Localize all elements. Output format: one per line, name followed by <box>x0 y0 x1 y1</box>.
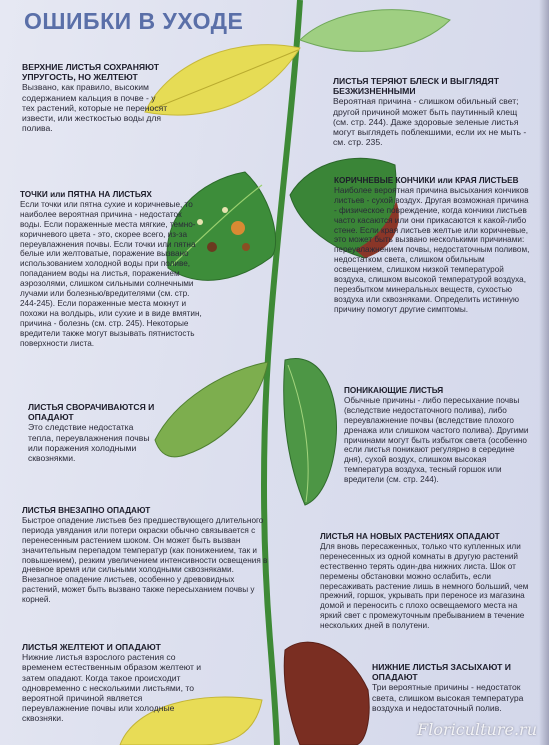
section-heading: ЛИСТЬЯ СВОРАЧИВАЮТСЯ И ОПАДАЮТ <box>28 402 155 423</box>
section-drooping-leaves <box>344 386 532 485</box>
section-heading: НИЖНИЕ ЛИСТЬЯ ЗАСЫХАЮТ И ОПАДАЮТ <box>372 662 511 683</box>
section-body: Это следствие недостатка тепла, переувлажнения почвы или поражения холодными сквознякми. <box>28 422 150 464</box>
section-lower-leaves-dry <box>372 662 530 713</box>
section-heading: ЛИСТЬЯ НА НОВЫХ РАСТЕНИЯХ ОПАДАЮТ <box>320 532 500 541</box>
section-heading: ПОНИКАЮЩИЕ ЛИСТЬЯ <box>344 386 444 395</box>
section-body: Наиболее вероятная причина высыхания кончиков листьев - сухой воздух. Другая возможная причина - физическое повреждение, когда кончики листьев часто касаются или они прикасаются к какой-либо стене. Если края листьев желтые или коричневые, это может быть вызвано несколькими причинами: переувлажнением почвы, недостаточным поливом, недостатком света, слишком обильным освещением, слишком низкой температурой воздуха, слишком высокой температурой воздуха, перезбытком минеральных веществ, сухостью воздуха или сквозняками. Определить истинную причину помогут другие симптомы. <box>334 185 530 314</box>
leaf-brown-bottom <box>284 642 369 745</box>
section-leaves-lose-gloss <box>333 76 531 147</box>
section-heading: ТОЧКИ или ПЯТНА НА ЛИСТЬЯХ <box>20 190 152 199</box>
section-spots-on-leaves <box>20 190 202 349</box>
section-body: Нижние листья взрослого растения со временем естественным образом желтеют и затем опадают. Когда такое происходит одновременно с несколькими листьями, то вероятной причиной является переувлажнение почвы или холодные сквозняки. <box>22 652 202 724</box>
section-brown-tips <box>334 176 532 315</box>
section-new-plants-drop-leaves <box>320 532 532 631</box>
section-heading: КОРИЧНЕВЫЕ КОНЧИКИ или КРАЯ ЛИСТЬЕВ <box>334 176 519 185</box>
leaf-drooping <box>284 358 337 505</box>
section-body: Обычные причины - либо пересыхание почвы (вследствие недостаточного полива), либо переувлажнение почвы (вследствие плохого дренажа или слишком частого полива). Другими причинами могут быть избыток света (особенно если листья поникают регулярно в середине дня), сухой воздух, слишком высокая температура воздуха, тесный горшок или вредители (см. стр. 244). <box>344 395 529 485</box>
section-body: Три вероятные причины - недостаток света, слишком высокая температура воздуха и недостаточный полив. <box>372 682 524 713</box>
leaf-pale-top-right <box>300 10 450 52</box>
leaf-curled <box>155 362 268 457</box>
section-heading: ЛИСТЬЯ ТЕРЯЮТ БЛЕСК И ВЫГЛЯДЯТ БЕЗЖИЗНЕННЫМИ <box>333 76 499 97</box>
section-body: Вероятная причина - слишком обильный свет; другой причиной может быть паутинный клещ (см. стр. 244). Даже здоровые зеленые листья могут выглядеть поблекшими, если их не мыть - см. стр. 235. <box>333 96 527 148</box>
section-heading: ЛИСТЬЯ ЖЕЛТЕЮТ И ОПАДАЮТ <box>22 642 161 652</box>
section-body: Если точки или пятна сухие и коричневые, то наиболее вероятная причина - недостаток воды. Если пораженные места мягкие, темно-коричневого цвета - это, скорее всего, из-за переувлажнения почвы. Если точки или пятна белые или желтоватые, поражение вызвано использованием холодной воды при поливе, попаданием воды на листья, поражением аэрозолями, слишком сильными солнечными лучами или болезнью/вредителями (см. стр. 244-245). Если пораженные места мокнут и похожи на волдырь, или сухие и в виде вмятин, причина - болезнь (см. стр. 245). Некоторые вредители также могут вызывать пятнистость поверхности листа. <box>20 199 202 348</box>
page-edge-shadow <box>539 0 549 745</box>
section-leaves-curl-and-drop <box>28 402 158 463</box>
section-heading: ВЕРХНИЕ ЛИСТЬЯ СОХРАНЯЮТ УПРУГОСТЬ, НО ЖЕЛТЕЮТ <box>22 62 159 83</box>
section-body: Вызвано, как правило, высоким содержанием кальция в почве - у тех растений, которые не переносят извести, или жесткостью воды для полива. <box>22 82 168 134</box>
section-heading: ЛИСТЬЯ ВНЕЗАПНО ОПАДАЮТ <box>22 506 151 515</box>
watermark: Floriculture.ru <box>417 720 537 739</box>
section-leaves-yellow-and-drop <box>22 642 202 724</box>
section-leaves-suddenly-drop <box>22 506 272 605</box>
section-body: Быстрое опадение листьев без предшествующего длительного периода увядания или потери окраски обычно связывается с перенесенным растением шоком. Он может быть вызван значительным перепадом температур (как понижением, так и повышением), резким увеличением интенсивности освещения в дневное время или сильными холодными сквозняками. Внезапное опадение листьев, особенно у древовидных растений, может быть вызвано также пересыханием почвы у корней. <box>22 515 268 605</box>
section-upper-leaves-yellow <box>22 62 170 133</box>
page-title: ОШИБКИ В УХОДЕ <box>24 8 244 34</box>
section-body: Для вновь пересаженных, только что купленных или перенесенных из одной комнаты в другую растений естественно терять один-два нижних листа. Шок от перемены обстановки можно ослабить, если пересаживать растение лишь в немного больший, чем прежний, горшок, укрывать при переносе из магазина домой и переносить с плохо освещаемого места на яркий свет с промежуточным пребыванием в течение нескольких дней в полутени. <box>320 541 529 631</box>
